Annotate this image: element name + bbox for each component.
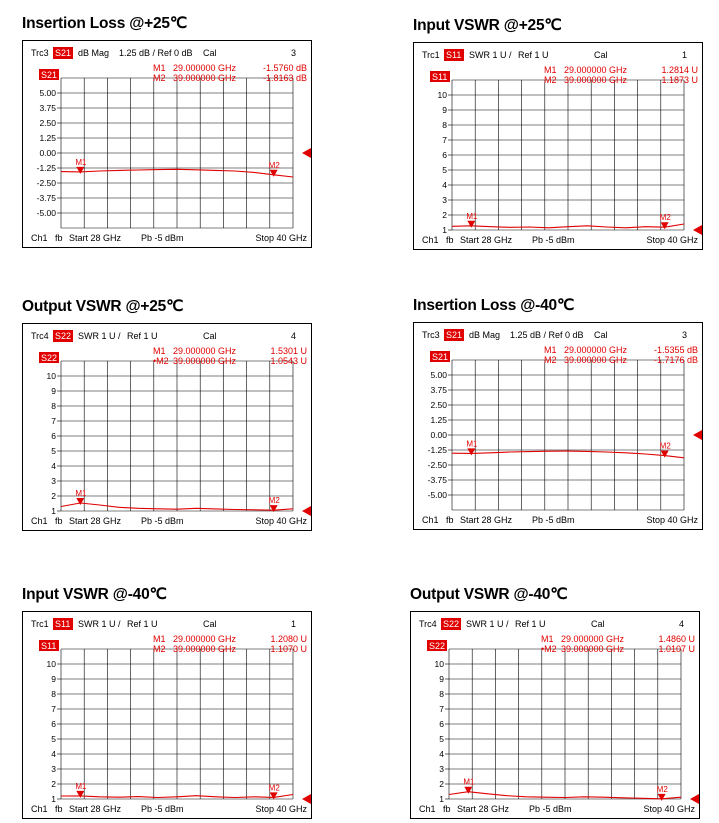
cal-label: Cal (203, 619, 217, 629)
marker-readout-value: -1.5760 dB (262, 63, 307, 73)
scale-ref: Ref 1 U (127, 619, 158, 629)
format-label: SWR 1 U / (78, 619, 121, 629)
y-tick-label: 3.75 (39, 103, 56, 113)
y-tick-label: 1.25 (430, 415, 447, 425)
marker-readout-freq: 29.000000 GHz (173, 634, 237, 644)
marker-readout-name: M1 (544, 345, 557, 355)
chart-title: Input VSWR @-40℃ (22, 586, 167, 603)
panel-input-vswr-25 (413, 16, 703, 252)
marker-label: M2 (268, 783, 280, 793)
y-tick-label: -2.50 (36, 178, 56, 188)
chart-svg (411, 612, 699, 818)
y-tick-label: 9 (439, 674, 444, 684)
analyzer-frame (22, 611, 312, 819)
format-label: SWR 1 U / (466, 619, 509, 629)
y-tick-label: 5.00 (430, 370, 447, 380)
trace-name: Trc3 (31, 48, 49, 58)
marker-readout-freq: 39.000000 GHz (564, 75, 628, 85)
param-label-plot: S21 (41, 70, 58, 80)
marker-triangle (76, 791, 84, 798)
marker-readout-name: M2 (544, 75, 557, 85)
param-label-plot: S11 (41, 641, 57, 651)
marker-label: M2 (268, 160, 280, 170)
panel-output-vswr-40 (410, 585, 700, 821)
fb-label: fb (446, 515, 454, 525)
y-tick-label: 1.25 (39, 133, 56, 143)
chart-svg (23, 612, 311, 818)
marker-readout-value: 1.2080 U (270, 634, 307, 644)
channel-number: 1 (291, 619, 297, 629)
y-tick-label: 1 (51, 794, 56, 804)
marker-readout-name: •M2 (541, 644, 557, 654)
marker-readout-name: M2 (153, 644, 166, 654)
marker-triangle (270, 170, 278, 177)
analyzer-frame (413, 322, 703, 530)
analyzer-frame (413, 42, 703, 250)
power-level: Pb -5 dBm (529, 804, 572, 814)
y-tick-label: 0.00 (39, 148, 56, 158)
trace-name: Trc1 (31, 619, 49, 629)
y-tick-label: 2.50 (430, 400, 447, 410)
y-tick-label: 2 (51, 491, 56, 501)
marker-readout-freq: 39.000000 GHz (173, 73, 237, 83)
channel-number: 4 (291, 331, 297, 341)
trace-name: Trc1 (422, 50, 440, 60)
fb-label: fb (446, 235, 454, 245)
y-tick-label: 8 (439, 689, 444, 699)
chart-title: Input VSWR @+25℃ (413, 17, 562, 34)
marker-readout-name: M1 (153, 63, 166, 73)
channel-label: Ch1 (31, 516, 48, 526)
marker-readout-name: •M2 (153, 356, 169, 366)
param-label: S22 (443, 619, 460, 629)
start-frequency: Start 28 GHz (460, 515, 513, 525)
fb-label: fb (55, 233, 63, 243)
chart-title: Output VSWR @+25℃ (22, 298, 184, 315)
cal-label: Cal (594, 50, 608, 60)
y-tick-label: 6 (439, 719, 444, 729)
y-tick-label: 6 (51, 719, 56, 729)
scale-ref: 1.25 dB / Ref 0 dB (510, 330, 584, 340)
panel-insertion-loss-25 (22, 14, 312, 250)
y-tick-label: 4 (442, 180, 447, 190)
marker-readout-name: M1 (541, 634, 554, 644)
marker-label: M2 (656, 784, 668, 794)
reference-arrow (693, 430, 702, 440)
scale-ref: Ref 1 U (515, 619, 546, 629)
format-label: SWR 1 U / (78, 331, 121, 341)
power-level: Pb -5 dBm (141, 516, 184, 526)
analyzer-frame (22, 40, 312, 248)
chart-svg (23, 324, 311, 530)
cal-label: Cal (203, 48, 217, 58)
scale-ref: Ref 1 U (127, 331, 158, 341)
y-tick-label: 8 (51, 689, 56, 699)
y-tick-label: 5 (442, 165, 447, 175)
marker-readout-value: 1.0543 U (270, 356, 307, 366)
y-tick-label: 5 (439, 734, 444, 744)
marker-triangle (76, 167, 84, 174)
marker-triangle (464, 787, 472, 794)
marker-triangle (661, 451, 669, 458)
marker-readout-name: M1 (153, 346, 166, 356)
y-tick-label: 3 (439, 764, 444, 774)
y-tick-label: 10 (437, 90, 447, 100)
marker-readout-value: 1.1070 U (270, 644, 307, 654)
y-tick-label: 2 (51, 779, 56, 789)
marker-readout-value: 1.0107 U (658, 644, 695, 654)
channel-label: Ch1 (31, 804, 48, 814)
y-tick-label: 10 (46, 659, 56, 669)
y-tick-label: 4 (439, 749, 444, 759)
channel-label: Ch1 (422, 235, 439, 245)
marker-triangle (467, 221, 475, 228)
marker-label: M1 (466, 439, 478, 449)
trace-name: Trc4 (31, 331, 49, 341)
panel-output-vswr-25 (22, 297, 312, 533)
panel-insertion-loss-40 (413, 296, 703, 532)
marker-readout-name: M2 (153, 73, 166, 83)
y-tick-label: 7 (442, 135, 447, 145)
y-tick-label: 2 (439, 779, 444, 789)
marker-readout-value: -1.7176 dB (653, 355, 698, 365)
marker-readout-freq: 29.000000 GHz (564, 65, 628, 75)
marker-label: M1 (463, 777, 475, 787)
y-tick-label: 9 (442, 105, 447, 115)
y-tick-label: 4 (51, 461, 56, 471)
y-tick-label: 5.00 (39, 88, 56, 98)
y-tick-label: 2 (442, 210, 447, 220)
format-label: SWR 1 U / (469, 50, 512, 60)
start-frequency: Start 28 GHz (457, 804, 510, 814)
power-level: Pb -5 dBm (532, 515, 575, 525)
marker-readout-value: 1.1873 U (661, 75, 698, 85)
y-tick-label: 10 (434, 659, 444, 669)
scale-ref: 1.25 dB / Ref 0 dB (119, 48, 193, 58)
chart-title: Output VSWR @-40℃ (410, 586, 568, 603)
start-frequency: Start 28 GHz (69, 804, 122, 814)
marker-readout-value: -1.5355 dB (653, 345, 698, 355)
marker-readout-freq: 29.000000 GHz (173, 346, 237, 356)
marker-label: M2 (659, 213, 671, 223)
y-tick-label: 6 (442, 150, 447, 160)
power-level: Pb -5 dBm (141, 233, 184, 243)
power-level: Pb -5 dBm (532, 235, 575, 245)
stop-frequency: Stop 40 GHz (643, 804, 695, 814)
trace-name: Trc4 (419, 619, 437, 629)
y-tick-label: 3 (51, 764, 56, 774)
marker-readout-name: M1 (153, 634, 166, 644)
marker-readout-name: M2 (544, 355, 557, 365)
analyzer-frame (22, 323, 312, 531)
y-tick-label: 3.75 (430, 385, 447, 395)
trace-name: Trc3 (422, 330, 440, 340)
power-level: Pb -5 dBm (141, 804, 184, 814)
fb-label: fb (55, 804, 63, 814)
y-tick-label: 4 (51, 749, 56, 759)
marker-label: M1 (75, 781, 87, 791)
start-frequency: Start 28 GHz (69, 516, 122, 526)
reference-arrow (693, 225, 702, 235)
marker-triangle (270, 792, 278, 799)
marker-label: M2 (659, 441, 671, 451)
y-tick-label: 6 (51, 431, 56, 441)
y-tick-label: 8 (442, 120, 447, 130)
param-label-plot: S21 (432, 352, 449, 362)
y-tick-label: -1.25 (427, 445, 447, 455)
stop-frequency: Stop 40 GHz (255, 233, 307, 243)
marker-readout-freq: 29.000000 GHz (561, 634, 625, 644)
marker-readout-value: 1.4860 U (658, 634, 695, 644)
start-frequency: Start 28 GHz (460, 235, 513, 245)
marker-readout-freq: 39.000000 GHz (173, 356, 237, 366)
channel-label: Ch1 (422, 515, 439, 525)
cal-label: Cal (594, 330, 608, 340)
marker-readout-freq: 39.000000 GHz (173, 644, 237, 654)
marker-readout-freq: 29.000000 GHz (173, 63, 237, 73)
param-label: S22 (55, 331, 72, 341)
y-tick-label: 1 (51, 506, 56, 516)
y-tick-label: -5.00 (36, 208, 56, 218)
cal-label: Cal (591, 619, 605, 629)
y-tick-label: 5 (51, 446, 56, 456)
y-tick-label: 8 (51, 401, 56, 411)
y-tick-label: 0.00 (430, 430, 447, 440)
y-tick-label: -2.50 (427, 460, 447, 470)
marker-triangle (467, 448, 475, 455)
y-tick-label: 7 (51, 416, 56, 426)
channel-label: Ch1 (31, 233, 48, 243)
marker-readout-freq: 29.000000 GHz (564, 345, 628, 355)
marker-readout-value: 1.2814 U (661, 65, 698, 75)
y-tick-label: 9 (51, 674, 56, 684)
marker-triangle (658, 794, 666, 801)
start-frequency: Start 28 GHz (69, 233, 122, 243)
y-tick-label: 7 (51, 704, 56, 714)
y-tick-label: 3 (442, 195, 447, 205)
y-tick-label: 3 (51, 476, 56, 486)
param-label: S21 (446, 330, 463, 340)
y-tick-label: 5 (51, 734, 56, 744)
y-tick-label: -5.00 (427, 490, 447, 500)
stop-frequency: Stop 40 GHz (255, 516, 307, 526)
param-label-plot: S22 (429, 641, 446, 651)
channel-number: 4 (679, 619, 685, 629)
y-tick-label: 9 (51, 386, 56, 396)
panel-input-vswr-40 (22, 585, 312, 821)
chart-svg (23, 41, 311, 247)
marker-readout-freq: 39.000000 GHz (564, 355, 628, 365)
fb-label: fb (55, 516, 63, 526)
y-tick-label: 7 (439, 704, 444, 714)
chart-svg (414, 323, 702, 529)
reference-arrow (302, 148, 311, 158)
param-label: S11 (446, 50, 462, 60)
marker-readout-value: -1.8163 dB (262, 73, 307, 83)
stop-frequency: Stop 40 GHz (646, 515, 698, 525)
chart-title: Insertion Loss @-40℃ (413, 297, 575, 314)
channel-number: 3 (682, 330, 688, 340)
param-label: S21 (55, 48, 72, 58)
marker-triangle (661, 222, 669, 229)
marker-readout-freq: 39.000000 GHz (561, 644, 625, 654)
param-label-plot: S22 (41, 353, 58, 363)
y-tick-label: 1 (439, 794, 444, 804)
y-tick-label: -1.25 (36, 163, 56, 173)
stop-frequency: Stop 40 GHz (255, 804, 307, 814)
format-label: dB Mag (78, 48, 110, 58)
cal-label: Cal (203, 331, 217, 341)
marker-label: M1 (75, 157, 87, 167)
y-tick-label: 1 (442, 225, 447, 235)
reference-arrow (302, 506, 311, 516)
marker-readout-value: 1.5301 U (270, 346, 307, 356)
channel-number: 1 (682, 50, 688, 60)
stop-frequency: Stop 40 GHz (646, 235, 698, 245)
channel-number: 3 (291, 48, 297, 58)
chart-title: Insertion Loss @+25℃ (22, 15, 188, 32)
y-tick-label: 10 (46, 371, 56, 381)
param-label: S11 (55, 619, 71, 629)
reference-arrow (690, 794, 699, 804)
marker-readout-name: M1 (544, 65, 557, 75)
marker-label: M1 (75, 489, 87, 499)
y-tick-label: 2.50 (39, 118, 56, 128)
param-label-plot: S11 (432, 72, 448, 82)
marker-label: M1 (466, 211, 478, 221)
y-tick-label: -3.75 (36, 193, 56, 203)
analyzer-frame (410, 611, 700, 819)
reference-arrow (302, 794, 311, 804)
chart-svg (414, 43, 702, 249)
y-tick-label: -3.75 (427, 475, 447, 485)
scale-ref: Ref 1 U (518, 50, 549, 60)
channel-label: Ch1 (419, 804, 436, 814)
fb-label: fb (443, 804, 451, 814)
format-label: dB Mag (469, 330, 501, 340)
marker-label: M2 (268, 496, 280, 506)
